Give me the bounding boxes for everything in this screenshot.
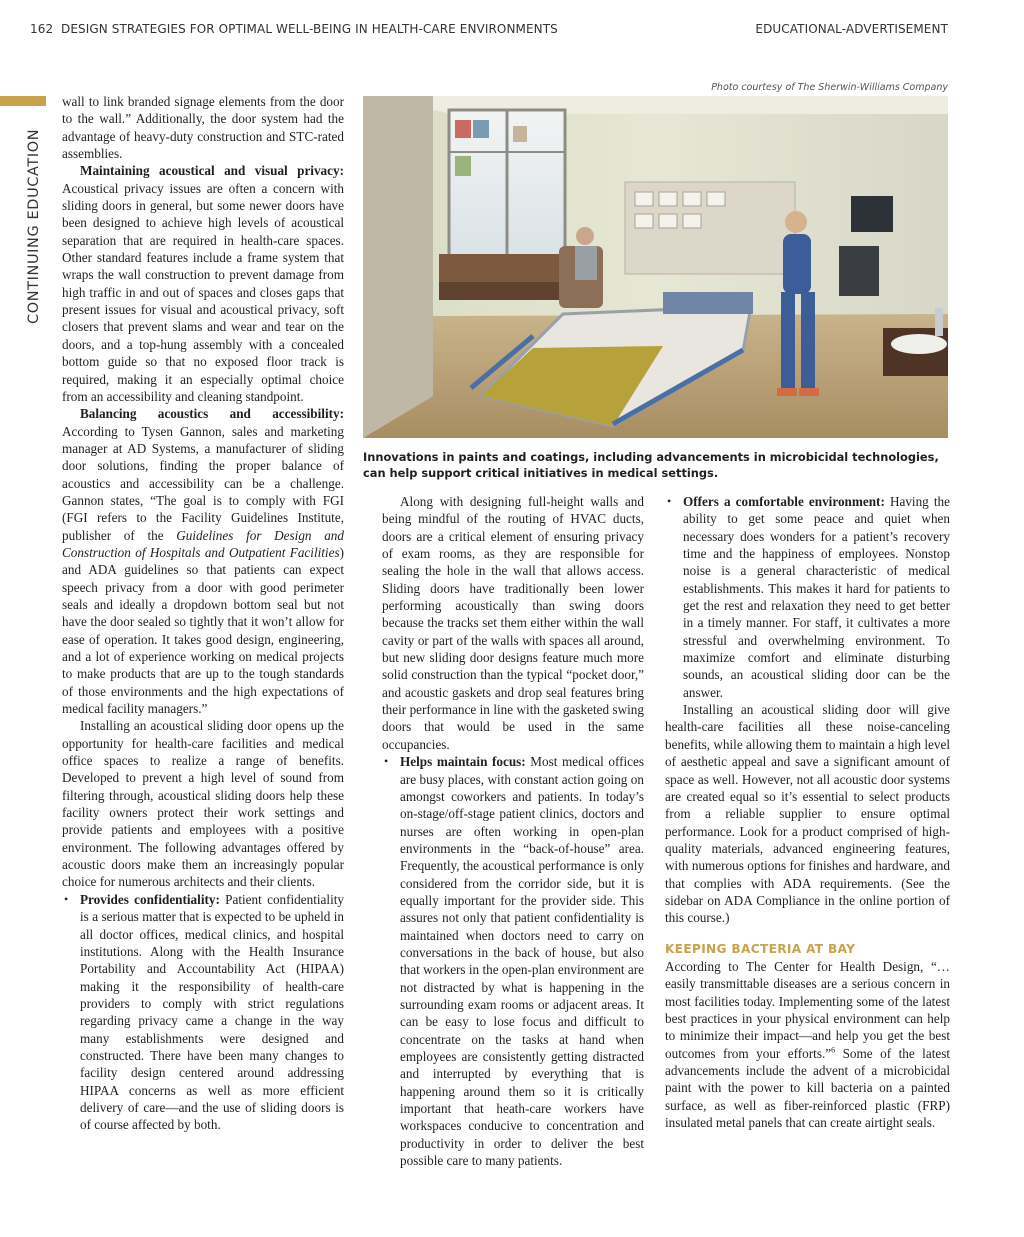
paragraph-text: According to Tysen Gannon, sales and marketing manager at AD Systems, a manufacturer of sliding door solutions, finding the proper balance of acoustics and accessibility can be a challenge. Gannon states, “The goal is to comply with FGI (FGI refers to the Facility Guidelines Institute, publisher of the xyxy=(62,423,344,543)
photo-credit: Photo courtesy of The Sherwin-Williams Company xyxy=(711,82,948,93)
page-number: 162 xyxy=(30,22,54,36)
column-1 xyxy=(62,93,344,1134)
list-item xyxy=(62,891,344,1134)
paragraph-text: Having the ability to get some peace and quiet when necessary does wonders for a patient’s recovery time and the happiness of employees. Nonstop noise is a general characteristic of medical establishments. This makes it hard for patients to get the rest and relaxation they need to get better in a timely manner. For staff, it cultivates a more stressful and overwhelming environment. To maximize comfort and eliminate disturbing sounds, an acoustical sliding door can be the answer. xyxy=(683,494,950,700)
run-in-heading: Offers a comfortable environment: xyxy=(683,494,885,509)
run-in-heading: Helps maintain focus: xyxy=(400,754,526,770)
bullet-list xyxy=(665,493,950,701)
side-label: CONTINUING EDUCATION xyxy=(26,128,42,324)
paragraph: wall to link branded signage elements from the door to the wall.” Additionally, the door system had the advantage of heavy-duty construction and STC-rated assemblies. xyxy=(62,94,344,162)
paragraph-text: According to The Center for Health Design, “…easily transmittable diseases are a serious concern in most facilities today. Implementing some of the latest best practices in your physical environment can help to minimize their impact—and help you get the best outcomes from your efforts.” xyxy=(665,958,950,1061)
section-label: EDUCATIONAL-ADVERTISEMENT xyxy=(755,22,948,36)
bullet-list xyxy=(62,891,344,1134)
footnote-ref: 6 xyxy=(831,1045,836,1055)
hospital-room-photo xyxy=(363,96,948,438)
paragraph: Installing an acoustical sliding door will give health-care facilities all these noise-canceling benefits, while allowing them to maintain a high level of aesthetic appeal and save a significant amount of space as well. However, not all acoustic door systems are created equal so it’s essential to select products from a reliable supplier to ensure optimal performance. Look for a product comprised of high-quality materials, advanced engineering features, with numerous options for finishes and hardware, and that complies with ADA requirements. (See the sidebar on ADA Compliance in the online portion of this course.) xyxy=(665,702,950,926)
column-3 xyxy=(665,493,950,1131)
paragraph-text: Patient confidentiality is a serious matter that is expected to be upheld in all doctor offices, medical clinics, and hospital institutions. Along with the Health Insurance Portability and Accountability Act (HIPAA) making it the responsibility of health-care providers to comply with strict regulations regarding privacy came a change in the way many establishments were designed and constructed. There have been many changes to facility design centered around addressing HIPAA concerns as well as more efficient delivery of care—and the use of sliding doors is of course affected by both. xyxy=(80,891,344,1133)
running-head: DESIGN STRATEGIES FOR OPTIMAL WELL-BEING IN HEALTH-CARE ENVIRONMENTS xyxy=(61,22,558,36)
run-in-heading: Balancing acoustics and accessibility: xyxy=(80,406,344,422)
bullet-icon: • xyxy=(667,494,672,508)
paragraph-text: Most medical offices are busy places, with constant action going on amongst coworkers and patients. In today’s on-stage/off-stage patient clinics, doctors and nurses are often working in open-plan environments in the “back-of-house” area. Frequently, the acoustical performance is only considered from the corridor side, but it is equally important for the provider side. This assures not only that patient confidentiality is maintained when doctors need to carry on conversations in the back of house, but also that workers in the open-plan environment are not distracted by what is happening in the surrounding exam rooms or adjacent areas. It can be easy to lose focus and difficult to concentrate on the tasks at hand when employees are consistently getting distracted and interrupted by everything that is happening around them so it is critically important that heath-care workers have workspaces conducive to concentration and productivity in order to deliver the best possible care to many patients. xyxy=(400,754,644,1169)
bullet-icon: • xyxy=(64,891,69,906)
bullet-list xyxy=(382,753,644,1169)
paragraph: Along with designing full-height walls and being mindful of the routing of HVAC ducts, doors are a critical element of ensuring privacy of exam rooms, as they are responsible for sealing the hole in the wall that allows access. Sliding doors have traditionally been lower performing acoustically than swing doors because the tracks set them either within the wall cavity or part of the walls with spaces all around, but new sliding door designs feature much more solid construction than the typical “pocket door,” and acoustic gaskets and drop seal features bring their performance in line with the gasketed swing doors that would be used in the same occupancies. xyxy=(382,494,644,752)
paragraph xyxy=(62,162,344,405)
list-item xyxy=(382,753,644,1169)
run-in-heading: Provides confidentiality: xyxy=(80,891,220,907)
section-heading: KEEPING BACTERIA AT BAY xyxy=(665,941,856,956)
paragraph: Installing an acoustical sliding door opens up the opportunity for health-care facilities and medical office spaces to realize a range of benefits. Developed to prevent a high level of sound from filtering through, acoustical sliding doors help these facility owners protect their work settings and provide patients and employees with a positive environment. The following advantages offered by acoustic doors make them an increasingly popular choice for numerous architects and their clients. xyxy=(62,718,344,890)
paragraph xyxy=(665,958,950,1131)
list-item xyxy=(665,493,950,701)
run-in-heading: Maintaining acoustical and visual privacy: xyxy=(80,163,344,179)
paragraph xyxy=(62,405,344,717)
page-header xyxy=(0,18,1024,42)
paragraph-text: ) and ADA guidelines so that patients can expect speech privacy from a door with good perimeter seals and ideally a dropdown bottom seal but not have the door sealed so tightly that it won’t allow for ease of operation. It takes good design, engineering, and a lot of experience working on medical projects to make products that are up to the tough standards of those environments and the high expectations of medical facility managers.” xyxy=(62,544,344,717)
bullet-icon: • xyxy=(384,754,389,769)
column-2 xyxy=(382,493,644,1169)
photo-caption: Innovations in paints and coatings, including advancements in microbicidal technologies, can help support critical initiatives in medical settings. xyxy=(363,450,939,480)
book-title: Guidelines for Design and Construction of Hospitals and Outpatient Facilities xyxy=(62,527,344,560)
paragraph-text: Acoustical privacy issues are often a concern with sliding doors in general, but some newer doors have been designed to achieve high levels of acoustical separation that are required in health-care spaces. Other standard features include a frame system that wraps the wall construction to prevent damage from high traffic in and out of spaces and closes gaps that present issues for visual and acoustical privacy, soft closers that prevent slams and wear and tear on the doors, and a top-hung assembly with a concealed bottom guide so that no exposed floor track is required, making it an especially optimal choice from an accessibility and cleaning standpoint. xyxy=(62,180,344,404)
paragraph-text: Some of the latest advancements include the advent of a microbicidal paint with the power to kill bacteria on a painted surface, as well as fiber-reinforced plastic (FRP) insulated metal panels that can create airtight seals. xyxy=(665,1045,951,1131)
